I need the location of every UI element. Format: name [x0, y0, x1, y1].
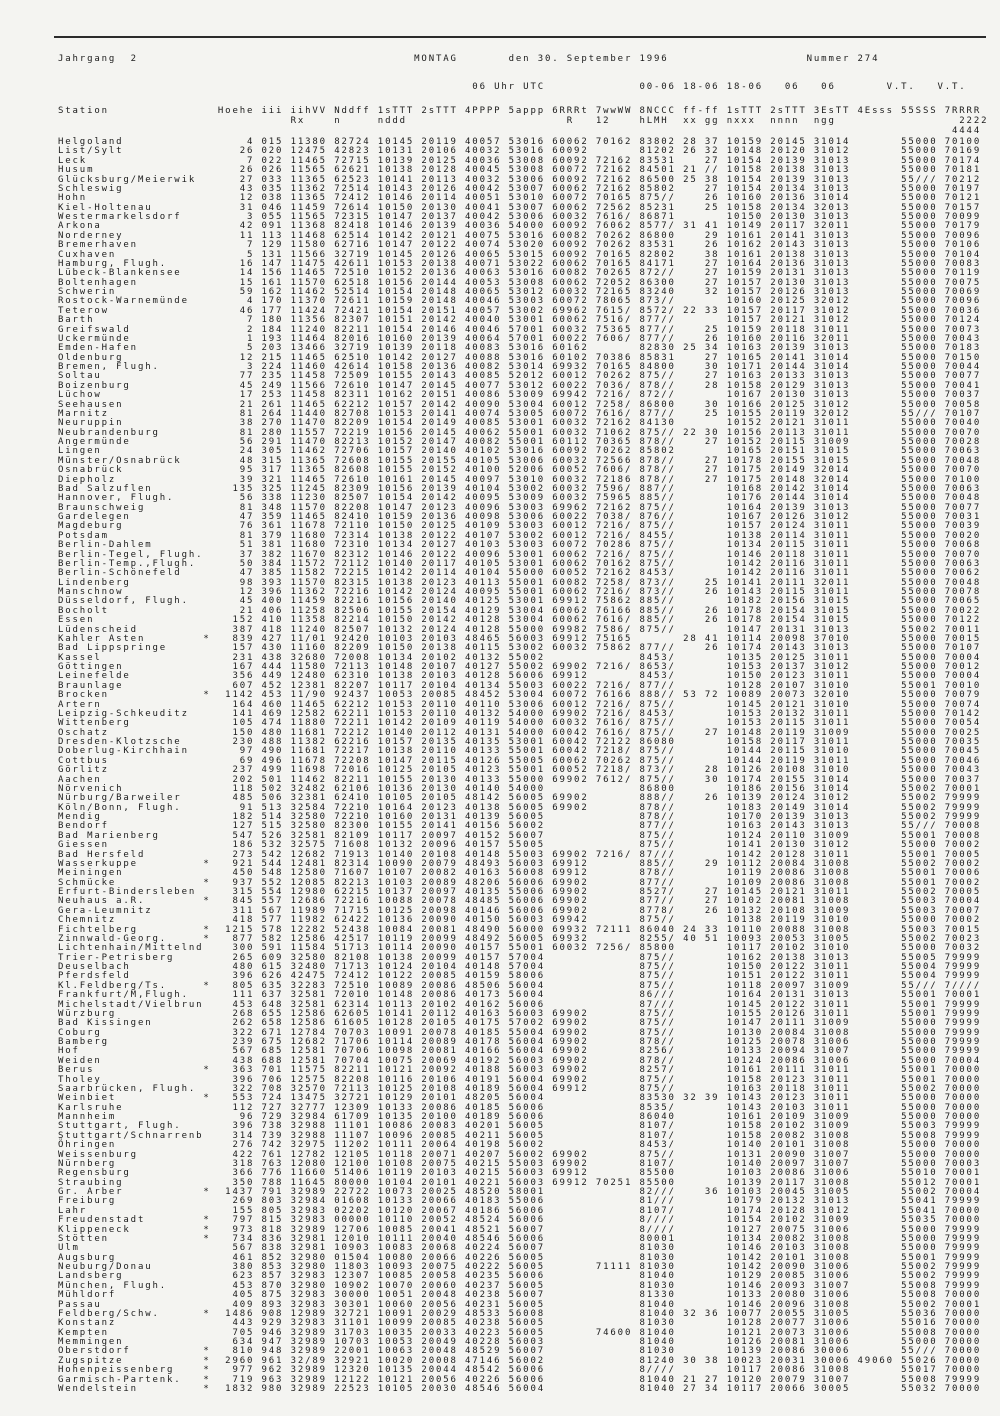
- station-name: Hamburg, Flugh.: [58, 258, 218, 269]
- station-report: 634 947 32989 10703 10053 20049 40228 56003 81040 10126 20081 31006 55000 70000: [217, 1337, 982, 1347]
- station-name: Osnabrück: [58, 465, 218, 476]
- station-report: 141 469 12582 62211 10153 20110 40132 54000 69902 7216/ 8453/ 10153 20132 31011 55000 70142: [217, 708, 982, 719]
- station-name: Gr. Arber *: [58, 1187, 218, 1197]
- station-report: 202 501 11462 82211 10155 20130 40133 55000 69902 7612/ 875// 30 10174 20155 31014 55000 70037: [217, 774, 982, 785]
- station-report: 719 963 32989 12122 10121 20056 40226 56006 81040 21 27 10120 20079 31007 55008 79999: [217, 1374, 982, 1385]
- station-name: Braunschweig: [58, 502, 218, 513]
- station-name: Barth: [58, 315, 218, 326]
- station-name: Bendorf: [58, 821, 218, 832]
- station-report: 11 113 11468 62514 10142 20121 40075 53016 60082 70262 86800 29 10161 20141 31013 55000 70096: [217, 230, 982, 241]
- station-name: Fichtelberg *: [58, 924, 218, 935]
- station-name: Gera-Leumnitz: [58, 905, 218, 916]
- station-report: 276 742 32975 11202 10111 20064 40198 56002 8453/ 10140 20101 31008 55000 70000: [217, 1140, 982, 1151]
- station-name: Augsburg: [58, 1252, 218, 1263]
- station-report: 409 893 32983 30301 10060 20056 40231 56005 81040 10146 20096 31008 55002 70001: [217, 1299, 982, 1310]
- station-report: 155 805 32983 02202 10120 20067 40186 56006 8107/ 10174 20128 31012 55041 70000: [217, 1205, 982, 1216]
- station-name: Cuxhaven: [58, 249, 218, 260]
- station-report: 350 788 11645 80000 10104 20101 40221 56003 69912 70251 85500 10139 20117 31008 55012 70001: [217, 1177, 982, 1188]
- station-report: 167 444 11580 72113 10148 20107 40127 55002 69902 7216/ 8653/ 10153 20137 31012 55000 70012: [217, 662, 982, 672]
- station-report: 16 147 11475 42611 10153 20138 40071 53022 60062 70165 84171 27 10164 20136 31013 55000 70083: [217, 258, 982, 269]
- station-report: 405 875 32983 30000 10051 20048 40238 56007 81330 10133 20080 31006 55008 70000: [217, 1290, 982, 1301]
- station-report: 705 946 32989 31703 10035 20033 40223 56005 74600 81040 10121 20073 31006 55008 70000: [217, 1327, 982, 1338]
- station-report: 17 253 11458 82311 10162 20151 40086 53009 69942 7216/ 872// 10167 20130 31013 55000 70037: [217, 390, 982, 401]
- station-report: 438 688 12581 70704 10075 20069 40192 56003 69902 878// 10124 20086 31006 55000 70004: [217, 1055, 982, 1066]
- station-report: 262 658 12586 61605 10128 20105 40175 57002 69902 875// 10147 20111 31009 55000 79999: [217, 1018, 982, 1029]
- station-report: 1437 791 32989 22722 10073 20025 48520 58001 82/// 36 10103 20045 31005 55002 70004: [217, 1187, 982, 1197]
- station-name: Düsseldorf, Flugh.: [58, 596, 218, 607]
- station-report: 59 162 11462 52514 10154 20148 40065 53012 60032 72165 83240 32 10157 20126 31013 55000 70069: [217, 287, 982, 297]
- column-header-line: Station Hoehe iii iihVV Nddff 1sTTT 2sTTT 4PPPP 5appp 6RRRt 7wwWW 8NCCC ff-ff 1sTTT 2sTTT 3EsTT 4Esss 55SSS 7RRRR: [58, 106, 982, 116]
- station-name: Brocken *: [58, 690, 218, 701]
- station-name: Stuttgart, Flugh.: [58, 1121, 218, 1132]
- observation-time-line: 06 Uhr UTC 00-06 18-06 18-06 06 06 V.T. V.T.: [58, 82, 967, 92]
- station-name: Pferdsfeld: [58, 971, 218, 982]
- station-report: 182 514 32580 72210 10160 20131 40139 56005 878// 10170 20139 31013 55002 79999: [217, 812, 982, 822]
- station-name: Uckermünde: [58, 333, 218, 344]
- station-report: 2 184 11240 82211 10154 20146 40046 57001 60032 75365 877// 25 10159 20118 31011 55000 70073: [217, 324, 982, 335]
- station-name: Weinbiet *: [58, 1093, 218, 1104]
- station-report: 15 161 11570 62518 10156 20144 40053 53008 60062 72052 86300 27 10157 20130 31013 55000 70075: [217, 277, 982, 288]
- station-name: Diepholz: [58, 474, 218, 485]
- station-name: Boltenhagen: [58, 277, 218, 288]
- station-report: 76 361 11678 72110 10150 20125 40109 53003 60012 7216/ 875// 10157 20124 31011 55000 70039: [217, 521, 982, 532]
- station-name: Hohenpeissenberg *: [58, 1365, 218, 1376]
- station-name: Potsdam: [58, 530, 218, 541]
- station-table: [58, 138, 981, 1394]
- station-name: Tholey: [58, 1074, 218, 1085]
- station-report: 239 675 12682 71706 10114 20089 40178 56004 69902 878// 10125 20078 31006 55000 79999: [217, 1037, 982, 1047]
- station-name: Kempten: [58, 1327, 218, 1338]
- station-report: 38 270 11470 82209 10154 20149 40085 53001 60032 72162 84130 10152 20121 31011 55000 70040: [217, 418, 982, 429]
- station-report: 46 177 11424 72421 10154 20151 40057 53002 69962 7615/ 8572/ 22 33 10157 20117 31012 55000 70036: [217, 305, 982, 316]
- station-report: 396 626 42475 72412 10122 20085 40159 58006 875// 10151 20122 31011 55004 79999: [217, 971, 982, 982]
- station-name: Wittenberg: [58, 718, 218, 729]
- station-name: Freudenstadt *: [58, 1215, 218, 1226]
- station-name: Würzburg: [58, 1008, 218, 1019]
- station-name: Coburg: [58, 1027, 218, 1038]
- station-report: 14 156 11465 72510 10152 20136 40063 53016 60082 70265 872// 27 10159 20131 31013 55000 70119: [217, 268, 982, 279]
- station-name: Kl.Feldberg/Ts. *: [58, 980, 218, 991]
- station-report: 268 655 12586 62605 10141 20112 40163 56003 69902 875// 10155 20126 31011 55001 79999: [217, 1008, 982, 1019]
- station-report: 396 738 32988 11101 10086 20083 40201 56005 8107/ 10158 20102 31009 55003 79999: [217, 1121, 982, 1132]
- station-name: Kiel-Holtenau: [58, 202, 218, 213]
- station-name: Glücksburg/Meierwik: [58, 174, 218, 185]
- station-name: Landsberg: [58, 1271, 218, 1282]
- station-name: Rostock-Warnemünde: [58, 296, 218, 307]
- station-report: 485 506 32381 62410 10105 20105 48142 56005 69902 888// 26 10139 20124 31012 55002 79999: [217, 793, 982, 804]
- station-report: 56 338 11230 82507 10154 20142 40095 53009 60032 75965 885// 10176 20144 31014 55000 70048: [217, 493, 982, 504]
- station-report: 26 026 11565 62621 10138 20128 40045 53008 60072 72162 84501 21 // 10158 20138 31013 55000 70181: [217, 165, 982, 176]
- station-name: Lindenberg: [58, 577, 218, 588]
- station-report: 237 499 11698 72016 10125 20105 40123 55001 60052 7218/ 873// 28 10126 20108 31010 55000 70043: [217, 765, 982, 776]
- station-name: Neubrandenburg: [58, 427, 218, 438]
- station-name: Nürnberg: [58, 1158, 218, 1169]
- station-report: 43 035 11362 72514 10143 20126 40042 53007 60062 72162 85802 27 10154 20134 31013 55000 70197: [217, 183, 982, 194]
- station-name: Schwerin: [58, 287, 218, 297]
- station-name: Greifswald: [58, 324, 218, 335]
- masthead-line: Jahrgang 2 MONTAG den 30. September 1996 Nummer 274: [58, 54, 880, 64]
- station-name: Leinefelde: [58, 671, 218, 682]
- station-name: Freiburg: [58, 1196, 218, 1207]
- station-report: 273 542 12682 71913 10140 20108 40148 55003 69902 7216/ 87/// 10142 20128 31011 55001 70005: [217, 849, 982, 860]
- station-name: Doberlug-Kirchhain: [58, 746, 218, 757]
- station-name: Soltau: [58, 371, 218, 382]
- station-name: Lichtenhain/Mittelnd: [58, 943, 218, 954]
- station-report: 553 724 13475 32721 10129 20101 48205 56004 83530 32 39 10143 20123 31011 55000 70000: [217, 1093, 982, 1104]
- station-report: 47 359 11465 82410 10159 20136 40098 53006 60022 7038/ 876// 10167 20126 31012 55000 70031: [217, 512, 982, 522]
- station-report: 623 857 32983 12307 10085 20058 40235 56006 81040 10129 20085 31006 55002 79999: [217, 1271, 982, 1282]
- station-report: 387 418 11240 82507 10132 20124 40128 55000 69982 7586/ 875// 10147 20131 31013 55002 70011: [217, 624, 982, 635]
- station-report: 81 280 11557 72219 10156 20145 40062 55001 60032 71062 875// 22 30 10156 20113 31011 55000 70070: [217, 427, 982, 438]
- station-name: Schleswig: [58, 183, 218, 194]
- station-report: 567 838 32981 10903 10083 20068 40224 56007 81030 10146 20103 31008 55000 79999: [217, 1243, 982, 1254]
- station-report: 45 400 11459 82216 10156 20140 40125 53001 69912 75862 885// 10182 20156 31015 55000 70065: [217, 596, 982, 607]
- station-report: 4 015 11380 82724 10145 20119 40057 53016 60062 70162 83802 28 37 10159 20145 31014 55000 70100: [217, 137, 982, 147]
- column-subheader-line2: 4444: [58, 126, 982, 136]
- station-name: Husum: [58, 165, 218, 176]
- station-name: Deuselbach: [58, 962, 218, 972]
- station-report: 877 582 12586 42517 10119 20099 48492 56005 69932 8255/ 40 51 10093 20053 31005 55002 70023: [217, 933, 982, 944]
- station-name: Münster/Osnabrück: [58, 455, 218, 466]
- station-name: Frankfurt/M,Flugh.: [58, 990, 218, 1001]
- station-name: Zugspitze *: [58, 1355, 218, 1366]
- station-report: 5 203 13466 32719 10139 20118 40083 53016 60162 82830 25 34 10163 20139 31013 55000 70183: [217, 343, 982, 354]
- station-name: Weiden: [58, 1055, 218, 1066]
- station-report: 27 033 11365 62523 10141 20113 40032 53006 60092 72162 86500 25 38 10154 20139 31013 55/// 70212: [217, 174, 982, 185]
- station-name: Berlin-Temp.,Flugh.: [58, 558, 218, 569]
- station-report: 797 815 32983 00000 10110 20052 48524 56006 8//// 10154 20102 31009 55035 70000: [217, 1215, 982, 1226]
- station-report: 396 706 12575 82208 10116 20106 40191 56004 69902 875// 10158 20123 31011 55001 70000: [217, 1074, 982, 1085]
- station-name: Wasserkuppe *: [58, 858, 218, 869]
- station-report: 422 761 12782 12105 10118 20071 40207 56002 69902 875// 10131 20090 31007 55000 70000: [217, 1149, 982, 1160]
- station-report: 230 488 11382 62216 10157 20135 40135 53001 60042 72122 86080 10158 20117 31011 55000 70035: [217, 737, 982, 747]
- station-report: 443 929 32983 31101 10099 20085 40238 56005 81030 10128 20077 31006 55016 70000: [217, 1318, 982, 1329]
- station-name: Stötten *: [58, 1233, 218, 1244]
- station-name: List/Sylt: [58, 146, 218, 157]
- station-report: 31 046 11459 72614 10150 20130 40041 53007 60062 72562 85231 25 10158 20134 32013 55000 70157: [217, 202, 982, 213]
- station-name: Schmücke *: [58, 877, 218, 888]
- station-report: 7 022 11465 72715 10139 20125 40036 53008 60092 72162 83531 27 10154 20139 31013 55000 70174: [217, 155, 982, 166]
- station-name: Berlin-Dahlem: [58, 540, 218, 551]
- station-report: 112 727 32777 12309 10133 20086 40185 56006 8535/ 10143 20103 31011 55000 70000: [217, 1102, 982, 1113]
- station-report: 4 170 11370 72611 10159 20148 40046 53003 60072 78065 873// 10160 20125 32012 55000 70096: [217, 296, 982, 307]
- station-report: 1832 980 32989 22523 10105 20030 48546 56004 81040 27 34 10117 20066 30005 55032 70000: [217, 1383, 982, 1394]
- station-name: Angermünde: [58, 437, 218, 447]
- station-name: Mendig: [58, 812, 218, 822]
- station-name: Bremerhaven: [58, 240, 218, 251]
- station-report: 105 474 11880 72211 10142 20109 40119 54000 60032 7616/ 875// 10153 20115 31011 55000 70054: [217, 718, 982, 729]
- station-name: Oberstdorf *: [58, 1346, 218, 1357]
- station-report: 265 609 32580 82108 10138 20099 40157 57004 875// 10162 20138 31013 55005 79999: [217, 952, 982, 963]
- station-report: 356 449 12480 62310 10138 20103 40128 56006 69912 8453/ 10150 20123 31011 55000 70004: [217, 671, 982, 682]
- station-name: Chemnitz: [58, 915, 218, 926]
- station-name: Aachen: [58, 774, 218, 785]
- station-name: Westermarkelsdorf: [58, 212, 218, 222]
- station-report: 380 853 32980 11803 10093 20075 40222 56005 71111 81030 10142 20090 31006 55002 79999: [217, 1262, 982, 1272]
- station-name: Lingen: [58, 446, 218, 457]
- station-report: 96 729 32984 61709 10135 20100 40189 56006 86040 10161 20109 31009 55000 70000: [217, 1112, 982, 1122]
- station-name: Bamberg: [58, 1037, 218, 1047]
- station-name: Leipzig-Schkeuditz: [58, 708, 218, 719]
- station-report: 21 406 11258 82506 10155 20154 40129 53004 60062 76166 885// 26 10178 20154 31015 55000 70022: [217, 605, 982, 616]
- station-name: Artern: [58, 699, 218, 710]
- station-name: Michelstadt/Vielbrun: [58, 999, 218, 1010]
- station-name: Hof: [58, 1046, 218, 1057]
- station-report: 56 291 11470 82213 10152 20147 40082 55001 60112 70365 878// 27 10152 20115 31009 55000 70028: [217, 437, 982, 447]
- station-report: 69 496 11678 72208 10147 20115 40126 55005 60062 70262 875// 10144 20119 31011 55000 70046: [217, 755, 982, 766]
- station-name: Mannheim: [58, 1112, 218, 1122]
- station-report: 186 532 32575 71608 10132 20096 40157 55005 875// 10141 20130 31012 55000 70002: [217, 840, 982, 851]
- station-name: Regensburg: [58, 1168, 218, 1179]
- station-report: 77 235 11458 72509 10155 20143 40085 52012 60012 70262 875// 27 10163 20133 31013 55000 70077: [217, 371, 982, 382]
- station-name: Seehausen: [58, 399, 218, 410]
- station-name: Köln/Bonn, Flugh.: [58, 802, 218, 813]
- station-name: Oldenburg: [58, 352, 218, 363]
- station-report: 5 131 11566 32719 10145 20126 40065 53015 60092 70165 82802 38 10161 20138 31013 55000 70104: [217, 249, 982, 260]
- station-report: 547 526 32581 82109 10117 20097 40152 56007 875// 10124 20110 31009 55001 70008: [217, 830, 982, 841]
- station-name: Neuruppin: [58, 418, 218, 429]
- station-report: 567 685 12581 70706 10098 20081 40166 56004 69902 8256/ 10133 20094 31007 55000 79999: [217, 1046, 982, 1057]
- page-top-rule: [54, 36, 986, 38]
- station-report: 127 515 32580 82300 10155 20141 40156 56002 877// 10163 20143 31013 55/// 70008: [217, 821, 982, 832]
- station-name: Giessen: [58, 840, 218, 851]
- station-report: 311 567 11989 71715 10125 20098 40146 56006 69902 8778/ 26 10132 20108 31009 55003 70007: [217, 905, 982, 916]
- station-report: 322 671 12784 70703 10091 20078 40185 55004 69902 875// 10130 20084 31008 55000 79999: [217, 1027, 982, 1038]
- station-report: 12 396 11362 72216 10142 20124 40095 55001 60062 7216/ 873// 26 10143 20115 31011 55000 70078: [217, 587, 982, 597]
- station-report: 152 410 11358 82214 10150 20142 40128 53004 60062 7616/ 885// 26 10178 20154 31015 55000 70122: [217, 615, 982, 626]
- station-name: Cottbus: [58, 755, 218, 766]
- station-name: Hannover, Flugh.: [58, 493, 218, 504]
- station-name: Berlin-Tegel, Flugh.: [58, 549, 218, 560]
- station-name: Lübeck-Blankensee: [58, 268, 218, 279]
- station-report: 921 544 12481 82314 10090 20079 48493 56003 69912 885// 29 10112 20084 31008 55002 70002: [217, 858, 982, 869]
- station-report: 24 305 11462 72706 10157 20140 40102 53016 60092 70262 85802 10165 20151 31015 55000 70063: [217, 446, 982, 457]
- station-name: Hohn: [58, 193, 218, 204]
- station-name: Arkona: [58, 221, 218, 232]
- station-name: Bad Hersfeld: [58, 849, 218, 860]
- station-report: 47 385 11582 72215 10142 20114 40104 55000 60052 72162 8453/ 10142 20116 31011 55000 70062: [217, 568, 982, 579]
- station-report: 95 317 11365 82608 10155 20152 40100 52006 60052 7606/ 878// 27 10175 20149 32014 55000 70070: [217, 465, 982, 476]
- station-name: Leck: [58, 155, 218, 166]
- station-name: Ulm: [58, 1243, 218, 1254]
- station-name: Öhringen: [58, 1140, 218, 1151]
- station-report: 111 637 32581 72010 10148 20086 40173 56004 86/// 10164 20131 31013 55001 70001: [217, 990, 982, 1001]
- station-name: Manschnow: [58, 587, 218, 597]
- station-name: Wendelstein *: [58, 1383, 218, 1394]
- station-name: Bad Kissingen: [58, 1018, 218, 1029]
- station-report: 366 776 11660 51406 10119 20103 40215 56003 69912 85500 10103 20086 31006 55010 70001: [217, 1168, 982, 1179]
- station-report: 937 552 12085 82213 10103 20089 48206 56006 69902 877// 10109 20086 31008 55001 70002: [217, 877, 982, 888]
- table-row: [58, 1385, 981, 1394]
- station-report: 1 193 11464 82016 10160 20139 40064 57001 60022 7606/ 877// 26 10160 20116 32011 55000 70043: [217, 333, 982, 344]
- station-report: 7 180 11356 82307 10151 20142 40040 53001 60062 7516/ 877// 10157 20121 31012 55000 70124: [217, 315, 982, 326]
- station-report: 98 393 11570 82315 10138 20123 40113 55001 60082 7258/ 873// 25 10141 20111 32011 55000 70048: [217, 577, 982, 588]
- station-report: 39 321 11465 72610 10161 20145 40097 53010 60032 72186 878// 27 10175 20148 32014 55000 70100: [217, 474, 982, 485]
- station-name: Erfurt-Bindersleben: [58, 887, 218, 897]
- station-report: 839 427 11/01 92420 10103 20103 48465 56003 69912 75165 28 41 10114 20098 37010 55000 70015: [217, 633, 982, 644]
- station-report: 977 962 32989 12320 10135 20044 48542 56006 8//// 10117 20086 31008 55017 70000: [217, 1365, 982, 1376]
- station-name: Teterow: [58, 305, 218, 316]
- station-report: 81 379 11680 72314 10138 20122 40107 53002 60012 7216/ 8455/ 10138 20114 31011 55000 70020: [217, 530, 982, 541]
- station-name: Magdeburg: [58, 521, 218, 532]
- station-report: 135 325 11245 82309 10156 20139 40104 53002 60032 7596/ 887// 10168 20142 31014 55000 70063: [217, 483, 982, 494]
- station-report: 318 763 12080 12100 10108 20075 40215 55003 69902 8107/ 10140 20097 31007 55000 70003: [217, 1158, 982, 1169]
- station-name: Nürburg/Barweiler: [58, 793, 218, 804]
- station-name: Neuhaus a.R. *: [58, 896, 218, 907]
- station-name: Meiningen: [58, 868, 218, 879]
- station-name: Zinnwald-Georg. *: [58, 933, 218, 944]
- column-subheader-line: Rx n nddd R 12 hLMH xx gg nxxx nnnn ngg 2222: [58, 116, 989, 126]
- station-name: Garmisch-Partenk. *: [58, 1374, 218, 1385]
- station-report: 50 384 11572 72112 10140 20117 40105 53001 60062 70162 875// 10142 20116 31011 55000 70063: [217, 558, 982, 569]
- station-name: Neuburg/Donau: [58, 1262, 218, 1272]
- station-report: 363 701 11575 82211 10121 20092 40188 56003 69902 8257/ 10161 20111 31011 55001 70000: [217, 1065, 982, 1076]
- station-name: Memmingen: [58, 1337, 218, 1347]
- station-name: Helgoland: [58, 137, 218, 147]
- station-name: Bremen, Flugh.: [58, 362, 218, 372]
- station-report: 453 648 32581 62314 10113 20102 40162 56006 87/// 10145 20122 31011 55001 79999: [217, 999, 982, 1010]
- station-name: Straubing: [58, 1177, 218, 1188]
- station-report: 48 315 11365 72608 10155 20155 40105 53006 60032 72566 878// 27 10178 20155 31015 55000 70048: [217, 455, 982, 466]
- station-report: 97 490 11681 72217 10138 20110 40133 55001 60042 7218/ 875// 10144 20115 31010 55000 70045: [217, 746, 982, 757]
- station-name: Weissenburg: [58, 1149, 218, 1160]
- station-report: 3 055 11565 72315 10147 20137 40042 53006 60032 7616/ 86871 10150 20130 31013 55000 70099: [217, 212, 982, 222]
- station-report: 164 460 11465 62212 10153 20110 40110 53006 60012 7216/ 875// 10145 20121 31010 55000 70074: [217, 699, 982, 710]
- station-report: 21 261 11465 62212 10157 20142 40090 53004 60012 7258/ 86800 30 10166 20125 31012 55000 70058: [217, 399, 982, 410]
- station-report: 1215 578 12282 52438 10084 20081 48490 56000 69932 72111 86040 24 33 10110 20088 31008 55003 70015: [217, 924, 982, 935]
- station-report: 37 382 11670 82312 10146 20122 40096 53001 60062 7216/ 875// 10146 20118 31011 55000 70070: [217, 549, 982, 560]
- station-name: Stuttgart/Schnarrenb: [58, 1130, 218, 1141]
- station-report: 453 870 32980 10902 10070 20060 40237 56005 81030 10146 20093 31007 55008 79999: [217, 1280, 982, 1291]
- station-name: Bad Lippspringe: [58, 643, 218, 654]
- station-report: 418 577 11982 62422 10136 20090 40150 56003 69942 875// 10138 20119 31010 55000 70002: [217, 915, 982, 926]
- station-name: Berlin-Schönefeld: [58, 568, 218, 579]
- station-report: 315 554 12980 62215 10137 20097 40135 55006 69902 8527/ 27 10145 20121 31011 55002 70005: [217, 887, 982, 897]
- station-report: 845 557 12686 72216 10088 20078 48485 56006 69902 877// 27 10102 20081 31008 55003 70004: [217, 896, 982, 907]
- station-name: Passau: [58, 1299, 218, 1310]
- station-report: 322 708 32570 72113 10125 20108 40189 56004 69912 875// 10163 20118 31011 55002 70000: [217, 1083, 982, 1094]
- station-name: Braunlage: [58, 680, 218, 691]
- station-name: Klippeneck *: [58, 1224, 218, 1235]
- station-name: Karlsruhe: [58, 1102, 218, 1113]
- station-report: 12 038 11365 72412 10146 20114 40051 53010 60072 70165 875// 26 10160 20136 31014 55000 70121: [217, 193, 982, 204]
- station-report: 12 215 11465 62510 10142 20127 40088 53016 60102 70386 85831 27 10165 20141 31014 55000 70150: [217, 352, 982, 363]
- station-report: 805 635 32283 72510 10089 20086 48506 56004 875// 10118 20097 31009 55/// 7////: [217, 980, 982, 991]
- station-report: 461 852 32980 01504 10080 20066 40226 56005 81030 10142 20101 31008 55001 79999: [217, 1252, 982, 1263]
- station-name: Konstanz: [58, 1318, 218, 1329]
- station-name: Lüdenscheid: [58, 624, 218, 635]
- station-report: 607 452 12381 82207 10117 20104 40134 55003 60022 7216/ 877// 10128 20107 31010 55001 70010: [217, 680, 982, 691]
- station-report: 81 264 11440 82708 10153 20141 40074 53005 60072 7616/ 877// 25 10155 20119 32012 55/// 70107: [217, 408, 982, 419]
- station-report: 118 502 32482 62106 10136 20130 40140 54000 86800 10186 20156 31014 55002 70001: [217, 783, 982, 794]
- station-name: Bocholt: [58, 605, 218, 616]
- station-name: Feldberg/Schw. *: [58, 1308, 218, 1319]
- station-report: 973 818 32989 12706 10085 20041 48521 56007 8//// 10127 20075 31006 55000 79999: [217, 1224, 982, 1235]
- station-name: Göttingen: [58, 662, 218, 672]
- station-report: 1142 453 11/90 92437 10053 20085 48452 53004 60072 76166 888// 53 72 10089 20073 32010 55000 70079: [217, 690, 982, 701]
- station-report: 45 249 11566 72610 10147 20145 40077 53012 60022 7036/ 878// 28 10158 20129 31013 55000 70041: [217, 380, 982, 391]
- station-report: 150 480 11681 72212 10140 20112 40131 54000 60042 7616/ 875// 27 10148 20119 31009 55000 70025: [217, 727, 982, 738]
- station-name: Oschatz: [58, 727, 218, 738]
- station-report: 450 548 12580 71607 10107 20082 40163 56008 69912 878// 10119 20086 31008 55001 70006: [217, 868, 982, 879]
- station-report: 157 430 11160 82209 10150 20138 40115 53002 60032 75862 877// 26 10174 20143 31013 55000 70107: [217, 643, 982, 654]
- station-report: 42 091 11368 82418 10146 20139 40036 54000 60092 76062 8577/ 31 41 10149 20117 32011 55000 70179: [217, 221, 982, 232]
- station-name: Görlitz: [58, 765, 218, 776]
- station-report: 480 615 32480 71713 10124 20104 40148 57004 875// 10150 20122 31011 55004 79999: [217, 962, 982, 972]
- station-report: 231 438 32680 72008 10134 20102 40132 55002 8453/ 10135 20125 31011 55000 70004: [217, 652, 982, 663]
- station-report: 300 591 11584 51713 10114 20090 40157 55001 60032 7256/ 85800 10117 20102 31010 55000 70032: [217, 943, 982, 954]
- station-name: Lahr: [58, 1205, 218, 1216]
- station-name: Kassel: [58, 652, 218, 663]
- station-name: München, Flugh.: [58, 1280, 218, 1291]
- station-name: Mühldorf: [58, 1290, 218, 1301]
- station-report: 2960 961 32/89 32921 10020 20008 47146 56002 81240 30 38 10023 20031 30006 49060 55026 70000: [217, 1355, 982, 1366]
- station-report: 26 020 12475 42823 10131 20106 40032 53016 60092 81202 26 32 10148 20120 31012 55000 70169: [217, 146, 982, 157]
- station-report: 91 513 32584 72210 10164 20123 40138 56005 69902 878// 10183 20149 31014 55002 79999: [217, 802, 982, 813]
- station-name: Lüchow: [58, 390, 218, 401]
- station-name: Saarbrücken, Flugh.: [58, 1083, 218, 1094]
- station-report: 7 129 11580 62716 10147 20122 40074 53020 60092 70262 83531 26 10162 20143 31013 55000 70106: [217, 240, 982, 251]
- station-name: Boizenburg: [58, 380, 218, 391]
- station-name: Dresden-Klotzsche: [58, 737, 218, 747]
- station-report: 81 348 11570 82208 10147 20123 40096 53003 69962 72162 875// 10164 20139 31013 55000 70077: [217, 502, 982, 513]
- station-name: Bad Salzuflen: [58, 483, 218, 494]
- station-name: Trier-Petrisberg: [58, 952, 218, 963]
- station-report: 734 836 32981 12010 10111 20040 48546 56006 80001 10134 20082 31008 55000 79999: [217, 1233, 982, 1244]
- station-report: 3 224 11460 42614 10158 20136 40082 53014 69932 70165 84800 30 10171 20144 31014 55000 70044: [217, 362, 982, 372]
- station-name: Marnitz: [58, 408, 218, 419]
- station-name: Norderney: [58, 230, 218, 241]
- station-name: Bad Marienberg: [58, 830, 218, 841]
- station-name: Berus *: [58, 1065, 218, 1076]
- station-report: 1486 908 12989 32721 10091 20029 48533 56008 81040 32 36 10077 20055 31005 55036 70000: [217, 1308, 982, 1319]
- station-report: 51 381 11680 72310 10134 20127 40103 53003 60072 70286 875// 10134 20115 31011 55000 70068: [217, 540, 982, 551]
- station-report: 269 803 32984 01608 10133 20066 40183 55006 81/// 10179 20132 31013 55041 79999: [217, 1196, 982, 1207]
- station-name: Emden-Hafen: [58, 343, 218, 354]
- station-name: Nörvenich: [58, 783, 218, 794]
- station-name: Essen: [58, 615, 218, 626]
- station-report: 810 948 32989 22001 10063 20048 48529 56007 81030 10139 20086 30006 55/// 70000: [217, 1346, 982, 1357]
- station-name: Gardelegen: [58, 512, 218, 522]
- station-report: 314 739 32988 11107 10096 20085 40211 56005 8107/ 10158 20082 31008 55008 79999: [217, 1130, 982, 1141]
- station-name: Kahler Asten *: [58, 633, 218, 644]
